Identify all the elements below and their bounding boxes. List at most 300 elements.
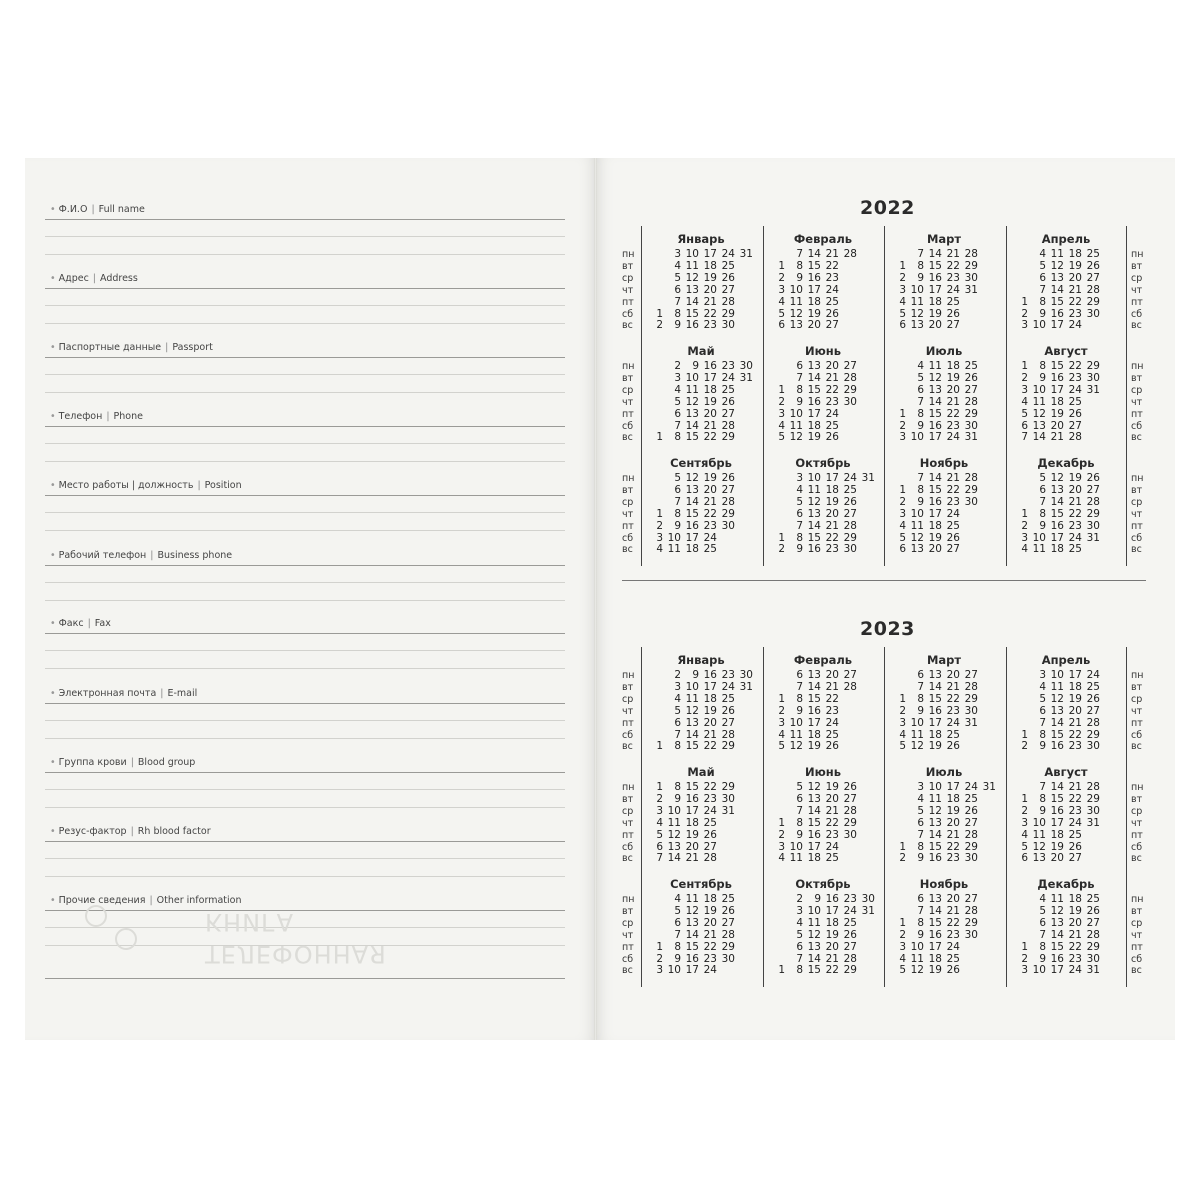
- day-cell[interactable]: 7: [796, 952, 803, 965]
- day-cell[interactable]: 10: [1032, 531, 1046, 544]
- day-cell[interactable]: 21: [825, 804, 839, 817]
- day-cell[interactable]: 16: [1050, 307, 1064, 320]
- day-cell[interactable]: 27: [964, 669, 978, 681]
- day-cell[interactable]: 7: [796, 248, 803, 260]
- day-cell[interactable]: 26: [843, 928, 857, 941]
- day-cell[interactable]: 22: [1068, 792, 1082, 805]
- day-cell[interactable]: 9: [796, 828, 803, 841]
- day-cell[interactable]: 9: [674, 319, 681, 332]
- day-cell[interactable]: 3: [1021, 816, 1028, 829]
- day-cell[interactable]: 30: [964, 704, 978, 717]
- day-cell[interactable]: 11: [789, 728, 803, 741]
- day-cell[interactable]: 10: [807, 904, 821, 917]
- day-cell[interactable]: 28: [843, 248, 857, 260]
- day-cell[interactable]: 24: [843, 904, 857, 917]
- day-cell[interactable]: 25: [946, 952, 960, 965]
- day-cell[interactable]: 27: [1086, 271, 1100, 284]
- day-cell[interactable]: 30: [1086, 804, 1100, 817]
- day-cell[interactable]: 5: [674, 271, 681, 284]
- day-cell[interactable]: 27: [843, 360, 857, 372]
- day-cell[interactable]: 29: [964, 840, 978, 853]
- day-cell[interactable]: 3: [656, 804, 663, 817]
- day-cell[interactable]: 16: [1050, 952, 1064, 965]
- day-cell[interactable]: 12: [1032, 840, 1046, 853]
- day-cell[interactable]: 26: [721, 395, 735, 408]
- day-cell[interactable]: 1: [778, 531, 785, 544]
- day-cell[interactable]: 21: [1068, 716, 1082, 729]
- day-cell[interactable]: 4: [1039, 248, 1046, 260]
- day-cell[interactable]: 26: [946, 307, 960, 320]
- day-cell[interactable]: 16: [685, 519, 699, 532]
- day-cell[interactable]: 18: [928, 295, 942, 308]
- day-cell[interactable]: 15: [928, 916, 942, 929]
- day-cell[interactable]: 8: [796, 383, 803, 396]
- day-cell[interactable]: 9: [1039, 307, 1046, 320]
- day-cell[interactable]: 29: [843, 383, 857, 396]
- day-cell[interactable]: 26: [964, 804, 978, 817]
- day-cell[interactable]: 25: [1068, 828, 1082, 841]
- day-cell[interactable]: 11: [685, 259, 699, 272]
- day-cell[interactable]: 3: [656, 964, 663, 977]
- day-cell[interactable]: 8: [796, 259, 803, 272]
- day-cell[interactable]: 12: [789, 307, 803, 320]
- day-cell[interactable]: 29: [843, 964, 857, 977]
- day-cell[interactable]: 29: [843, 531, 857, 544]
- day-cell[interactable]: 27: [721, 483, 735, 496]
- day-cell[interactable]: 4: [656, 816, 663, 829]
- day-cell[interactable]: 1: [656, 781, 663, 793]
- day-cell[interactable]: 4: [796, 916, 803, 929]
- day-cell[interactable]: 27: [1086, 483, 1100, 496]
- day-cell[interactable]: 6: [1021, 419, 1028, 432]
- day-cell[interactable]: 4: [1021, 395, 1028, 408]
- day-cell[interactable]: 15: [928, 483, 942, 496]
- day-cell[interactable]: 6: [796, 669, 803, 681]
- day-cell[interactable]: 11: [667, 816, 681, 829]
- day-cell[interactable]: 14: [685, 295, 699, 308]
- day-cell[interactable]: 27: [843, 507, 857, 520]
- day-cell[interactable]: 16: [1050, 519, 1064, 532]
- day-cell[interactable]: 5: [778, 740, 785, 753]
- day-cell[interactable]: 19: [807, 740, 821, 753]
- day-cell[interactable]: 2: [656, 952, 663, 965]
- day-cell[interactable]: 9: [1039, 952, 1046, 965]
- day-cell[interactable]: 24: [1068, 319, 1082, 332]
- day-cell[interactable]: 12: [807, 495, 821, 508]
- day-cell[interactable]: 21: [825, 248, 839, 260]
- writing-line[interactable]: [45, 582, 565, 583]
- day-cell[interactable]: 30: [964, 495, 978, 508]
- day-cell[interactable]: 3: [1021, 531, 1028, 544]
- day-cell[interactable]: 9: [796, 704, 803, 717]
- day-cell[interactable]: 18: [1050, 543, 1064, 556]
- day-cell[interactable]: 26: [1068, 840, 1082, 853]
- day-cell[interactable]: 24: [825, 283, 839, 296]
- day-cell[interactable]: 15: [807, 383, 821, 396]
- day-cell[interactable]: 24: [946, 431, 960, 444]
- day-cell[interactable]: 15: [807, 816, 821, 829]
- day-cell[interactable]: 19: [1050, 840, 1064, 853]
- day-cell[interactable]: 29: [964, 916, 978, 929]
- day-cell[interactable]: 29: [964, 259, 978, 272]
- day-cell[interactable]: 10: [789, 716, 803, 729]
- day-cell[interactable]: 16: [928, 271, 942, 284]
- day-cell[interactable]: 27: [721, 716, 735, 729]
- day-cell[interactable]: 15: [1050, 507, 1064, 520]
- day-cell[interactable]: 22: [946, 483, 960, 496]
- day-cell[interactable]: 19: [703, 704, 717, 717]
- day-cell[interactable]: 30: [721, 519, 735, 532]
- day-cell[interactable]: 2: [899, 852, 906, 865]
- day-cell[interactable]: 4: [778, 419, 785, 432]
- day-cell[interactable]: 29: [1086, 940, 1100, 953]
- day-cell[interactable]: 15: [685, 507, 699, 520]
- day-cell[interactable]: 15: [685, 307, 699, 320]
- day-cell[interactable]: 2: [1021, 740, 1028, 753]
- day-cell[interactable]: 22: [1068, 507, 1082, 520]
- day-cell[interactable]: 21: [946, 904, 960, 917]
- day-cell[interactable]: 11: [789, 852, 803, 865]
- day-cell[interactable]: 8: [917, 259, 924, 272]
- field-underline[interactable]: [45, 219, 565, 220]
- day-cell[interactable]: 20: [1068, 483, 1082, 496]
- day-cell[interactable]: 22: [946, 840, 960, 853]
- day-cell[interactable]: 5: [1039, 904, 1046, 917]
- day-cell[interactable]: 8: [796, 816, 803, 829]
- day-cell[interactable]: 10: [685, 248, 699, 260]
- day-cell[interactable]: 13: [928, 893, 942, 905]
- day-cell[interactable]: 28: [964, 472, 978, 484]
- day-cell[interactable]: 3: [778, 283, 785, 296]
- day-cell[interactable]: 10: [789, 407, 803, 420]
- day-cell[interactable]: 17: [928, 716, 942, 729]
- day-cell[interactable]: 27: [964, 893, 978, 905]
- day-cell[interactable]: 18: [946, 792, 960, 805]
- day-cell[interactable]: 10: [667, 964, 681, 977]
- day-cell[interactable]: 10: [807, 472, 821, 484]
- writing-line[interactable]: [45, 236, 565, 237]
- day-cell[interactable]: 13: [685, 716, 699, 729]
- day-cell[interactable]: 14: [807, 804, 821, 817]
- day-cell[interactable]: 16: [807, 271, 821, 284]
- day-cell[interactable]: 6: [1039, 271, 1046, 284]
- day-cell[interactable]: 16: [807, 395, 821, 408]
- day-cell[interactable]: 4: [796, 483, 803, 496]
- day-cell[interactable]: 2: [674, 360, 681, 372]
- day-cell[interactable]: 6: [917, 383, 924, 396]
- day-cell[interactable]: 3: [899, 283, 906, 296]
- day-cell[interactable]: 19: [1068, 692, 1082, 705]
- day-cell[interactable]: 11: [789, 419, 803, 432]
- day-cell[interactable]: 20: [928, 543, 942, 556]
- day-cell[interactable]: 7: [796, 519, 803, 532]
- day-cell[interactable]: 13: [1050, 271, 1064, 284]
- day-cell[interactable]: 30: [739, 360, 753, 372]
- day-cell[interactable]: 15: [807, 692, 821, 705]
- day-cell[interactable]: 7: [674, 728, 681, 741]
- day-cell[interactable]: 22: [946, 916, 960, 929]
- day-cell[interactable]: 7: [674, 928, 681, 941]
- day-cell[interactable]: 18: [703, 383, 717, 396]
- day-cell[interactable]: 6: [778, 319, 785, 332]
- day-cell[interactable]: 30: [721, 952, 735, 965]
- day-cell[interactable]: 4: [1039, 680, 1046, 693]
- writing-line[interactable]: [45, 323, 565, 324]
- day-cell[interactable]: 7: [674, 419, 681, 432]
- day-cell[interactable]: 28: [964, 248, 978, 260]
- day-cell[interactable]: 6: [917, 816, 924, 829]
- day-cell[interactable]: 1: [656, 307, 663, 320]
- day-cell[interactable]: 19: [703, 395, 717, 408]
- day-cell[interactable]: 1: [1021, 940, 1028, 953]
- day-cell[interactable]: 22: [1068, 295, 1082, 308]
- day-cell[interactable]: 17: [825, 472, 839, 484]
- day-cell[interactable]: 24: [721, 248, 735, 260]
- day-cell[interactable]: 5: [656, 828, 663, 841]
- day-cell[interactable]: 30: [964, 271, 978, 284]
- day-cell[interactable]: 7: [796, 680, 803, 693]
- day-cell[interactable]: 6: [674, 916, 681, 929]
- day-cell[interactable]: 9: [1039, 519, 1046, 532]
- day-cell[interactable]: 1: [899, 916, 906, 929]
- day-cell[interactable]: 5: [1039, 472, 1046, 484]
- day-cell[interactable]: 16: [685, 792, 699, 805]
- day-cell[interactable]: 17: [825, 904, 839, 917]
- day-cell[interactable]: 4: [674, 259, 681, 272]
- day-cell[interactable]: 19: [1050, 407, 1064, 420]
- day-cell[interactable]: 5: [674, 472, 681, 484]
- day-cell[interactable]: 1: [1021, 507, 1028, 520]
- day-cell[interactable]: 2: [778, 271, 785, 284]
- day-cell[interactable]: 21: [946, 828, 960, 841]
- day-cell[interactable]: 21: [946, 395, 960, 408]
- day-cell[interactable]: 4: [656, 543, 663, 556]
- day-cell[interactable]: 26: [1086, 472, 1100, 484]
- day-cell[interactable]: 26: [703, 828, 717, 841]
- day-cell[interactable]: 1: [1021, 295, 1028, 308]
- day-cell[interactable]: 1: [778, 964, 785, 977]
- day-cell[interactable]: 19: [1068, 259, 1082, 272]
- day-cell[interactable]: 27: [703, 840, 717, 853]
- day-cell[interactable]: 18: [685, 816, 699, 829]
- day-cell[interactable]: 24: [721, 680, 735, 693]
- day-cell[interactable]: 1: [778, 816, 785, 829]
- day-cell[interactable]: 14: [667, 852, 681, 865]
- day-cell[interactable]: 5: [796, 495, 803, 508]
- field-underline[interactable]: [45, 495, 565, 496]
- day-cell[interactable]: 30: [843, 828, 857, 841]
- field-underline[interactable]: [45, 426, 565, 427]
- writing-line[interactable]: [45, 876, 565, 877]
- day-cell[interactable]: 19: [807, 431, 821, 444]
- day-cell[interactable]: 22: [1068, 728, 1082, 741]
- day-cell[interactable]: 31: [861, 472, 875, 484]
- day-cell[interactable]: 21: [703, 295, 717, 308]
- day-cell[interactable]: 19: [928, 740, 942, 753]
- day-cell[interactable]: 8: [1039, 940, 1046, 953]
- day-cell[interactable]: 4: [674, 692, 681, 705]
- day-cell[interactable]: 25: [964, 360, 978, 372]
- day-cell[interactable]: 16: [1050, 371, 1064, 384]
- day-cell[interactable]: 25: [721, 383, 735, 396]
- day-cell[interactable]: 3: [1021, 319, 1028, 332]
- day-cell[interactable]: 17: [1050, 383, 1064, 396]
- day-cell[interactable]: 3: [899, 940, 906, 953]
- day-cell[interactable]: 11: [1032, 395, 1046, 408]
- day-cell[interactable]: 30: [861, 893, 875, 905]
- day-cell[interactable]: 28: [843, 804, 857, 817]
- day-cell[interactable]: 20: [825, 507, 839, 520]
- day-cell[interactable]: 8: [796, 531, 803, 544]
- day-cell[interactable]: 12: [910, 531, 924, 544]
- day-cell[interactable]: 16: [1050, 740, 1064, 753]
- day-cell[interactable]: 11: [667, 543, 681, 556]
- writing-line[interactable]: [45, 443, 565, 444]
- day-cell[interactable]: 24: [843, 472, 857, 484]
- writing-line[interactable]: [45, 807, 565, 808]
- day-cell[interactable]: 21: [825, 952, 839, 965]
- day-cell[interactable]: 14: [928, 472, 942, 484]
- day-cell[interactable]: 23: [1068, 740, 1082, 753]
- day-cell[interactable]: 23: [825, 704, 839, 717]
- day-cell[interactable]: 16: [685, 952, 699, 965]
- day-cell[interactable]: 20: [703, 407, 717, 420]
- day-cell[interactable]: 10: [910, 716, 924, 729]
- day-cell[interactable]: 20: [946, 383, 960, 396]
- day-cell[interactable]: 29: [1086, 792, 1100, 805]
- day-cell[interactable]: 7: [1039, 283, 1046, 296]
- day-cell[interactable]: 16: [928, 852, 942, 865]
- day-cell[interactable]: 16: [928, 495, 942, 508]
- day-cell[interactable]: 9: [917, 495, 924, 508]
- day-cell[interactable]: 19: [928, 307, 942, 320]
- day-cell[interactable]: 12: [1032, 407, 1046, 420]
- day-cell[interactable]: 11: [910, 519, 924, 532]
- day-cell[interactable]: 18: [928, 519, 942, 532]
- day-cell[interactable]: 26: [825, 307, 839, 320]
- day-cell[interactable]: 20: [825, 360, 839, 372]
- day-cell[interactable]: 28: [1086, 283, 1100, 296]
- field-underline[interactable]: [45, 772, 565, 773]
- day-cell[interactable]: 23: [946, 928, 960, 941]
- day-cell[interactable]: 3: [778, 840, 785, 853]
- day-cell[interactable]: 31: [739, 680, 753, 693]
- day-cell[interactable]: 24: [1068, 531, 1082, 544]
- day-cell[interactable]: 14: [807, 952, 821, 965]
- day-cell[interactable]: 12: [910, 740, 924, 753]
- day-cell[interactable]: 11: [685, 893, 699, 905]
- day-cell[interactable]: 28: [964, 395, 978, 408]
- day-cell[interactable]: 14: [928, 680, 942, 693]
- day-cell[interactable]: 31: [739, 248, 753, 260]
- day-cell[interactable]: 22: [825, 259, 839, 272]
- day-cell[interactable]: 21: [946, 680, 960, 693]
- day-cell[interactable]: 24: [703, 531, 717, 544]
- day-cell[interactable]: 25: [1086, 248, 1100, 260]
- day-cell[interactable]: 15: [807, 259, 821, 272]
- day-cell[interactable]: 9: [674, 952, 681, 965]
- day-cell[interactable]: 27: [721, 916, 735, 929]
- day-cell[interactable]: 23: [721, 669, 735, 681]
- day-cell[interactable]: 11: [1032, 828, 1046, 841]
- day-cell[interactable]: 2: [656, 792, 663, 805]
- day-cell[interactable]: 3: [1021, 383, 1028, 396]
- day-cell[interactable]: 11: [910, 952, 924, 965]
- day-cell[interactable]: 17: [928, 507, 942, 520]
- day-cell[interactable]: 17: [807, 716, 821, 729]
- day-cell[interactable]: 6: [674, 716, 681, 729]
- day-cell[interactable]: 18: [703, 259, 717, 272]
- day-cell[interactable]: 2: [778, 828, 785, 841]
- day-cell[interactable]: 4: [917, 360, 924, 372]
- day-cell[interactable]: 30: [1086, 519, 1100, 532]
- day-cell[interactable]: 30: [1086, 952, 1100, 965]
- day-cell[interactable]: 1: [899, 407, 906, 420]
- day-cell[interactable]: 10: [789, 840, 803, 853]
- day-cell[interactable]: 1: [1021, 360, 1028, 372]
- day-cell[interactable]: 27: [843, 940, 857, 953]
- day-cell[interactable]: 18: [703, 692, 717, 705]
- day-cell[interactable]: 25: [1086, 680, 1100, 693]
- day-cell[interactable]: 7: [917, 395, 924, 408]
- day-cell[interactable]: 9: [1039, 804, 1046, 817]
- day-cell[interactable]: 15: [685, 740, 699, 753]
- day-cell[interactable]: 16: [703, 669, 717, 681]
- day-cell[interactable]: 15: [1050, 728, 1064, 741]
- day-cell[interactable]: 6: [674, 407, 681, 420]
- day-cell[interactable]: 23: [843, 893, 857, 905]
- day-cell[interactable]: 28: [1086, 716, 1100, 729]
- day-cell[interactable]: 27: [946, 543, 960, 556]
- day-cell[interactable]: 15: [685, 431, 699, 444]
- day-cell[interactable]: 15: [807, 531, 821, 544]
- day-cell[interactable]: 4: [917, 792, 924, 805]
- day-cell[interactable]: 12: [685, 395, 699, 408]
- day-cell[interactable]: 7: [917, 680, 924, 693]
- day-cell[interactable]: 7: [674, 495, 681, 508]
- day-cell[interactable]: 11: [685, 383, 699, 396]
- day-cell[interactable]: 19: [928, 964, 942, 977]
- day-cell[interactable]: 31: [1086, 964, 1100, 977]
- day-cell[interactable]: 31: [964, 716, 978, 729]
- day-cell[interactable]: 11: [1050, 893, 1064, 905]
- day-cell[interactable]: 8: [917, 840, 924, 853]
- day-cell[interactable]: 19: [825, 781, 839, 793]
- field-underline[interactable]: [45, 841, 565, 842]
- day-cell[interactable]: 1: [656, 940, 663, 953]
- day-cell[interactable]: 17: [685, 804, 699, 817]
- day-cell[interactable]: 13: [928, 383, 942, 396]
- day-cell[interactable]: 3: [899, 507, 906, 520]
- day-cell[interactable]: 25: [721, 692, 735, 705]
- day-cell[interactable]: 12: [928, 371, 942, 384]
- day-cell[interactable]: 17: [685, 964, 699, 977]
- writing-line[interactable]: [45, 789, 565, 790]
- day-cell[interactable]: 7: [674, 295, 681, 308]
- day-cell[interactable]: 16: [928, 419, 942, 432]
- day-cell[interactable]: 27: [1086, 916, 1100, 929]
- day-cell[interactable]: 18: [928, 952, 942, 965]
- day-cell[interactable]: 12: [685, 904, 699, 917]
- day-cell[interactable]: 20: [1068, 916, 1082, 929]
- day-cell[interactable]: 13: [667, 840, 681, 853]
- day-cell[interactable]: 2: [1021, 952, 1028, 965]
- day-cell[interactable]: 22: [703, 781, 717, 793]
- day-cell[interactable]: 4: [674, 383, 681, 396]
- day-cell[interactable]: 25: [946, 519, 960, 532]
- writing-line[interactable]: [45, 392, 565, 393]
- day-cell[interactable]: 31: [1086, 531, 1100, 544]
